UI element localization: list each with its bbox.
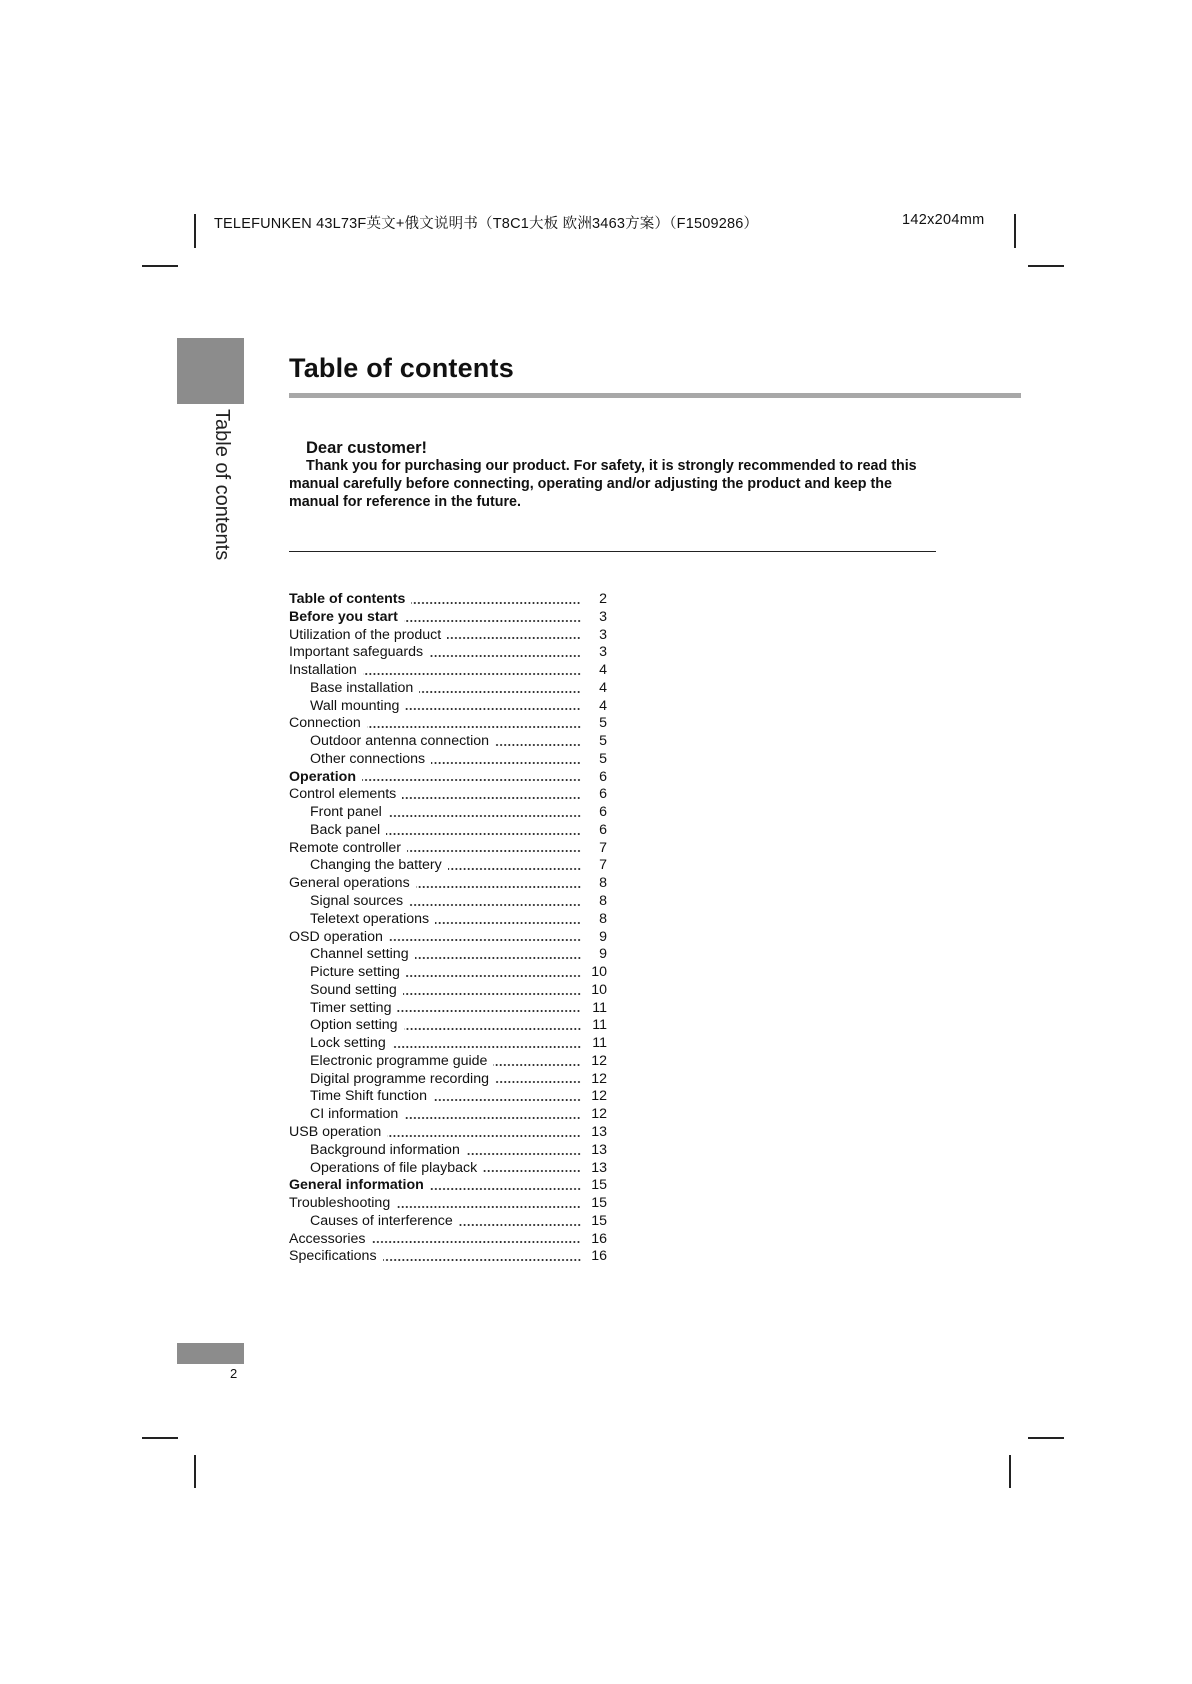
page-title: Table of contents (289, 353, 514, 383)
toc-entry-page: 13 (591, 1141, 607, 1158)
toc-leader-dots (403, 992, 581, 996)
toc-entry[interactable] (289, 893, 607, 911)
section-divider (289, 551, 936, 552)
toc-entry-page: 4 (599, 679, 607, 696)
toc-leader-dots (466, 1152, 581, 1156)
toc-entry-title: Before you start (289, 608, 398, 625)
toc-entry-title: Utilization of the product (289, 626, 442, 643)
toc-entry[interactable] (289, 929, 607, 947)
toc-entry[interactable] (289, 662, 607, 680)
toc-leader-dots (363, 672, 581, 676)
intro-paragraph: Thank you for purchasing our product. For safety, it is strongly recommended to read this manual carefully before connecting, operating and/or adjusting the product and keep the manual for reference in the future. (289, 458, 917, 510)
toc-entry[interactable] (289, 804, 607, 822)
toc-entry-title: Causes of interference (310, 1212, 453, 1229)
toc-entry-title: Front panel (310, 804, 382, 821)
toc-entry-title: Connection (289, 715, 361, 732)
title-underline-bar (289, 393, 1021, 398)
toc-entry[interactable] (289, 964, 607, 982)
toc-entry-title: Other connections (310, 750, 426, 767)
toc-leader-dots (430, 1187, 581, 1191)
toc-entry[interactable] (289, 875, 607, 893)
toc-entry-page: 13 (591, 1159, 607, 1176)
toc-entry-title: Channel setting (310, 946, 409, 963)
toc-entry[interactable] (289, 627, 607, 645)
toc-entry[interactable] (289, 1071, 607, 1089)
toc-entry-title: Electronic programme guide (310, 1052, 488, 1069)
side-tab-block (177, 338, 244, 404)
toc-entry[interactable] (289, 1088, 607, 1106)
toc-entry-page: 3 (599, 626, 607, 643)
toc-entry-title: Operation (289, 768, 357, 785)
toc-entry[interactable] (289, 1213, 607, 1231)
toc-entry[interactable] (289, 591, 607, 609)
toc-entry-title: Background information (310, 1141, 460, 1158)
toc-entry[interactable] (289, 1124, 607, 1142)
toc-entry-page: 8 (599, 910, 607, 927)
toc-entry-title: Picture setting (310, 964, 400, 981)
toc-entry[interactable] (289, 840, 607, 858)
toc-leader-dots (435, 921, 581, 925)
toc-entry-title: Outdoor antenna connection (310, 733, 490, 750)
toc-entry[interactable] (289, 1231, 607, 1249)
toc-entry-title: Troubleshooting (289, 1195, 391, 1212)
toc-entry-page: 8 (599, 875, 607, 892)
toc-entry-page: 7 (599, 857, 607, 874)
print-job-header: TELEFUNKEN 43L73F英文+俄文说明书（T8C1大板 欧洲3463方案）（F1509286） (214, 216, 759, 232)
toc-entry[interactable] (289, 786, 607, 804)
toc-leader-dots (405, 707, 581, 711)
side-tab-label: Table of contents (211, 409, 233, 561)
toc-entry[interactable] (289, 644, 607, 662)
crop-mark-bottom-left-vertical (194, 1455, 196, 1488)
toc-leader-dots (415, 956, 581, 960)
toc-leader-dots (407, 849, 581, 853)
toc-entry-title: General operations (289, 875, 410, 892)
toc-entry[interactable] (289, 698, 607, 716)
toc-entry-title: Lock setting (310, 1035, 386, 1052)
toc-entry[interactable] (289, 982, 607, 1000)
toc-leader-dots (371, 1240, 581, 1244)
toc-entry-page: 10 (591, 964, 607, 981)
crop-mark-top-left-horizontal (142, 265, 178, 267)
toc-entry-title: Changing the battery (310, 857, 442, 874)
toc-leader-dots (495, 1080, 581, 1084)
toc-leader-dots (402, 796, 581, 800)
toc-leader-dots (404, 1027, 581, 1031)
toc-entry-title: Teletext operations (310, 910, 430, 927)
toc-entry-page: 3 (599, 608, 607, 625)
toc-leader-dots (396, 1205, 581, 1209)
toc-entry-page: 12 (591, 1106, 607, 1123)
toc-leader-dots (411, 601, 581, 605)
toc-entry-page: 8 (599, 893, 607, 910)
toc-entry-title: Installation (289, 662, 357, 679)
toc-entry-title: Table of contents (289, 591, 406, 607)
toc-entry-title: Time Shift function (310, 1088, 427, 1105)
toc-entry[interactable] (289, 733, 607, 751)
toc-entry[interactable] (289, 1106, 607, 1124)
toc-entry[interactable] (289, 1053, 607, 1071)
toc-entry-page: 4 (599, 662, 607, 679)
toc-entry[interactable] (289, 857, 607, 875)
toc-entry-page: 3 (599, 644, 607, 661)
toc-leader-dots (387, 1134, 581, 1138)
toc-entry[interactable] (289, 1177, 607, 1195)
toc-entry-page: 6 (599, 768, 607, 785)
toc-leader-dots (388, 814, 581, 818)
toc-entry[interactable] (289, 822, 607, 840)
toc-entry-title: Option setting (310, 1017, 398, 1034)
toc-leader-dots (389, 938, 581, 942)
toc-entry-page: 10 (591, 981, 607, 998)
crop-mark-bottom-right-vertical (1009, 1455, 1011, 1488)
toc-entry[interactable] (289, 609, 607, 627)
toc-entry-title: General information (289, 1177, 424, 1194)
toc-entry-page: 12 (591, 1052, 607, 1069)
toc-entry-title: Accessories (289, 1230, 366, 1247)
toc-entry-page: 5 (599, 715, 607, 732)
toc-leader-dots (483, 1169, 581, 1173)
toc-entry-page: 2 (599, 591, 607, 607)
toc-entry-title: USB operation (289, 1123, 382, 1140)
toc-entry-page: 12 (591, 1088, 607, 1105)
print-size-label: 142x204mm (902, 212, 985, 228)
toc-entry-page: 6 (599, 821, 607, 838)
toc-entry[interactable] (289, 1017, 607, 1035)
toc-entry-title: Important safeguards (289, 644, 424, 661)
toc-entry-title: Wall mounting (310, 697, 400, 714)
crop-mark-bottom-right-horizontal (1028, 1437, 1064, 1439)
toc-entry-title: Back panel (310, 821, 381, 838)
toc-leader-dots (383, 1258, 581, 1262)
toc-entry-title: Timer setting (310, 999, 392, 1016)
toc-leader-dots (362, 778, 581, 782)
toc-entry-page: 15 (591, 1212, 607, 1229)
toc-entry[interactable] (289, 1160, 607, 1178)
toc-entry-page: 11 (592, 1035, 607, 1052)
toc-list (289, 591, 607, 1266)
toc-entry-page: 4 (599, 697, 607, 714)
toc-entry[interactable] (289, 911, 607, 929)
toc-entry-title: Specifications (289, 1248, 377, 1265)
crop-mark-top-right-horizontal (1028, 265, 1064, 267)
toc-leader-dots (419, 690, 581, 694)
greeting-heading: Dear customer! (306, 439, 428, 457)
toc-entry-page: 15 (591, 1177, 607, 1194)
toc-entry[interactable] (289, 715, 607, 733)
toc-leader-dots (404, 1116, 581, 1120)
crop-mark-top-right-vertical (1014, 214, 1016, 248)
toc-entry[interactable] (289, 1195, 607, 1213)
toc-leader-dots (404, 619, 581, 623)
toc-entry-title: Digital programme recording (310, 1070, 489, 1087)
toc-entry-title: OSD operation (289, 928, 383, 945)
toc-entry-page: 11 (592, 1017, 607, 1034)
toc-entry[interactable] (289, 1035, 607, 1053)
crop-mark-top-left-vertical (194, 214, 196, 248)
toc-leader-dots (386, 832, 581, 836)
toc-entry[interactable] (289, 680, 607, 698)
toc-entry-page: 6 (599, 804, 607, 821)
toc-entry-page: 7 (599, 839, 607, 856)
toc-leader-dots (459, 1223, 581, 1227)
toc-entry-page: 15 (591, 1195, 607, 1212)
toc-entry-page: 16 (591, 1248, 607, 1265)
toc-leader-dots (429, 654, 581, 658)
toc-entry-title: Operations of file playback (310, 1159, 478, 1176)
toc-leader-dots (447, 636, 581, 640)
toc-entry-page: 16 (591, 1230, 607, 1247)
toc-entry-page: 9 (599, 928, 607, 945)
toc-leader-dots (431, 761, 581, 765)
toc-entry-page: 9 (599, 946, 607, 963)
toc-leader-dots (409, 903, 581, 907)
crop-mark-bottom-left-horizontal (142, 1437, 178, 1439)
toc-entry-title: Remote controller (289, 839, 401, 856)
toc-entry[interactable] (289, 946, 607, 964)
toc-entry[interactable] (289, 1248, 607, 1266)
toc-entry-page: 5 (599, 733, 607, 750)
page-number-tab (177, 1343, 244, 1364)
toc-entry-title: CI information (310, 1106, 399, 1123)
toc-leader-dots (493, 1063, 581, 1067)
toc-entry[interactable] (289, 751, 607, 769)
toc-leader-dots (397, 1009, 581, 1013)
toc-leader-dots (433, 1098, 581, 1102)
toc-leader-dots (367, 725, 581, 729)
toc-entry-title: Control elements (289, 786, 397, 803)
toc-entry-page: 12 (591, 1070, 607, 1087)
toc-leader-dots (448, 867, 581, 871)
toc-entry-page: 11 (592, 999, 607, 1016)
toc-entry-title: Base installation (310, 679, 414, 696)
toc-entry[interactable] (289, 1142, 607, 1160)
toc-entry[interactable] (289, 1000, 607, 1018)
toc-entry-title: Sound setting (310, 981, 397, 998)
toc-entry-page: 13 (591, 1123, 607, 1140)
toc-leader-dots (406, 974, 581, 978)
toc-leader-dots (416, 885, 581, 889)
toc-leader-dots (392, 1045, 581, 1049)
toc-entry-page: 5 (599, 750, 607, 767)
page-number: 2 (230, 1366, 238, 1381)
toc-entry-title: Signal sources (310, 893, 404, 910)
toc-leader-dots (495, 743, 581, 747)
toc-entry-page: 6 (599, 786, 607, 803)
toc-entry[interactable] (289, 769, 607, 787)
